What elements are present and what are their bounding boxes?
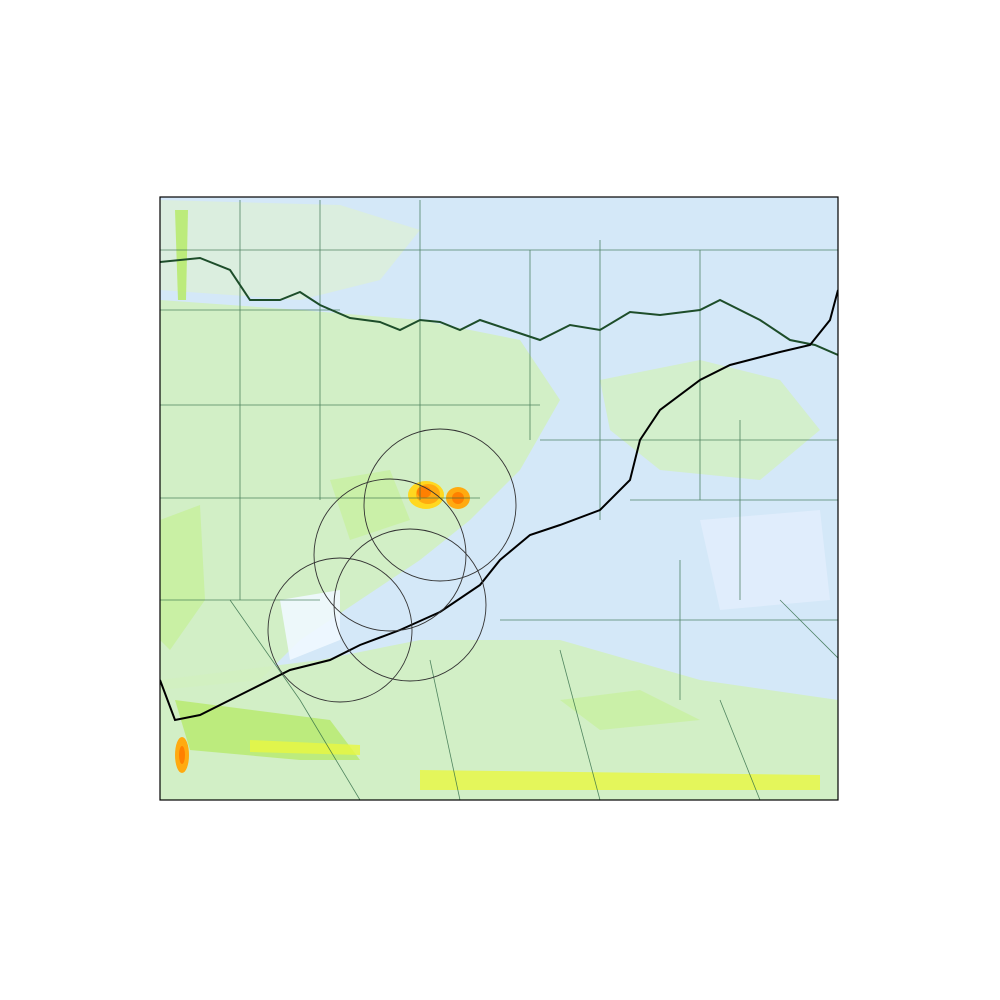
vorticity-shading	[160, 197, 840, 800]
